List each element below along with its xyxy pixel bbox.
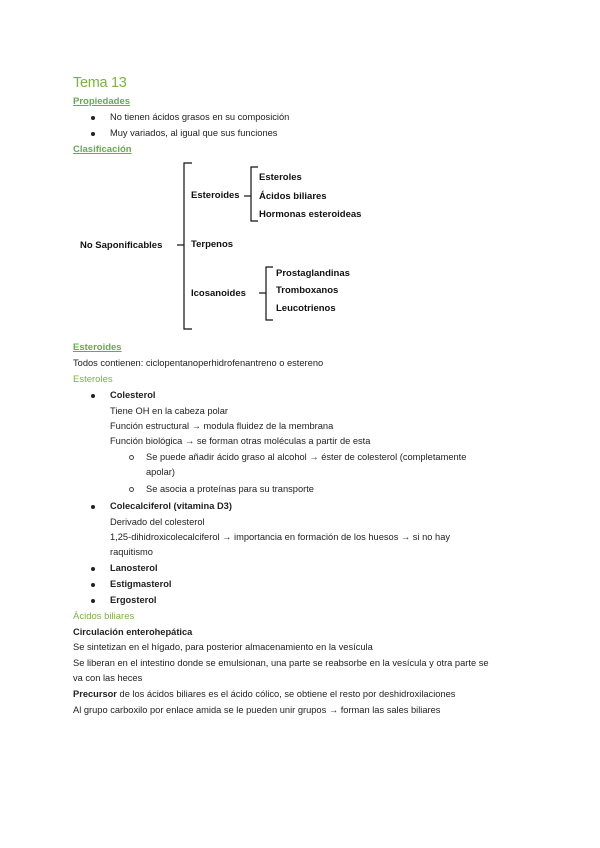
paragraph: va con las heces — [73, 673, 143, 683]
list-item-estigmasterol: Estigmasterol — [110, 579, 172, 589]
precursor-bold: Precursor — [73, 689, 117, 699]
precursor-text: de los ácidos biliares es el ácido cólico, se obtiene el resto por deshidroxilaciones — [116, 689, 456, 699]
heading-propiedades: Propiedades — [73, 96, 131, 107]
list-item-ergosterol: Ergosterol — [110, 595, 157, 605]
paragraph: Tiene OH en la cabeza polar — [110, 406, 228, 416]
paragraph: raquitismo — [110, 547, 153, 557]
subheading-esteroles: Esteroles — [73, 374, 113, 385]
paragraph: 1,25-dihidroxicolecalciferol → importancia en formación de los huesos → si no hay — [110, 532, 451, 542]
sub-bullet-icon — [129, 455, 134, 460]
bullet-icon — [91, 505, 95, 509]
bullet-icon — [91, 599, 95, 603]
paragraph-precursor — [73, 689, 455, 699]
list-item: Se puede añadir ácido graso al alcohol → éster de colesterol (completamente — [146, 452, 467, 462]
node-prostaglandinas: Prostaglandinas — [276, 268, 350, 279]
node-no-saponificables: No Saponificables — [80, 240, 163, 251]
paragraph: Derivado del colesterol — [110, 517, 205, 527]
sub-bullet-icon — [129, 487, 134, 492]
paragraph: Al grupo carboxilo por enlace amida se le pueden unir grupos → forman las sales biliares — [73, 705, 441, 715]
bullet-icon — [91, 394, 95, 398]
bold-heading-circulacion: Circulación enterohepática — [73, 627, 193, 637]
bullet-icon — [91, 567, 95, 571]
list-item-lanosterol: Lanosterol — [110, 563, 158, 573]
list-item-continuation: apolar) — [146, 467, 175, 477]
bullet-icon — [91, 583, 95, 587]
node-acidos-biliares: Ácidos biliares — [259, 191, 327, 202]
list-item-colecalciferol: Colecalciferol (vitamina D3) — [110, 501, 232, 511]
list-item: Se asocia a proteínas para su transporte — [146, 484, 314, 494]
list-item: Muy variados, al igual que sus funciones — [110, 128, 278, 138]
paragraph: Se liberan en el intestino donde se emulsionan, una parte se reabsorbe en la vesícula y otra parte se — [73, 658, 489, 668]
node-esteroles: Esteroles — [259, 172, 302, 183]
paragraph: Función biológica → se forman otras moléculas a partir de esta — [110, 436, 371, 446]
node-esteroides: Esteroides — [191, 190, 240, 201]
node-leucotrienos: Leucotrienos — [276, 303, 336, 314]
paragraph: Se sintetizan en el hígado, para posterior almacenamiento en la vesícula — [73, 642, 373, 652]
paragraph: Todos contienen: ciclopentanoperhidrofenantreno o estereno — [73, 358, 324, 368]
heading-clasificacion: Clasificación — [73, 144, 132, 155]
node-tromboxanos: Tromboxanos — [276, 285, 339, 296]
subheading-acidos-biliares: Ácidos biliares — [73, 611, 135, 622]
node-hormonas-esteroideas: Hormonas esteroideas — [259, 209, 362, 220]
list-item-colesterol: Colesterol — [110, 390, 156, 400]
icosanoides-bracket — [266, 267, 273, 320]
list-item: No tienen ácidos grasos en su composición — [110, 112, 290, 122]
esteroides-bracket — [251, 167, 258, 221]
paragraph: Función estructural → modula fluidez de la membrana — [110, 421, 334, 431]
page-title: Tema 13 — [73, 75, 127, 91]
node-icosanoides: Icosanoides — [191, 288, 246, 299]
heading-esteroides: Esteroides — [73, 342, 122, 353]
node-terpenos: Terpenos — [191, 239, 234, 250]
